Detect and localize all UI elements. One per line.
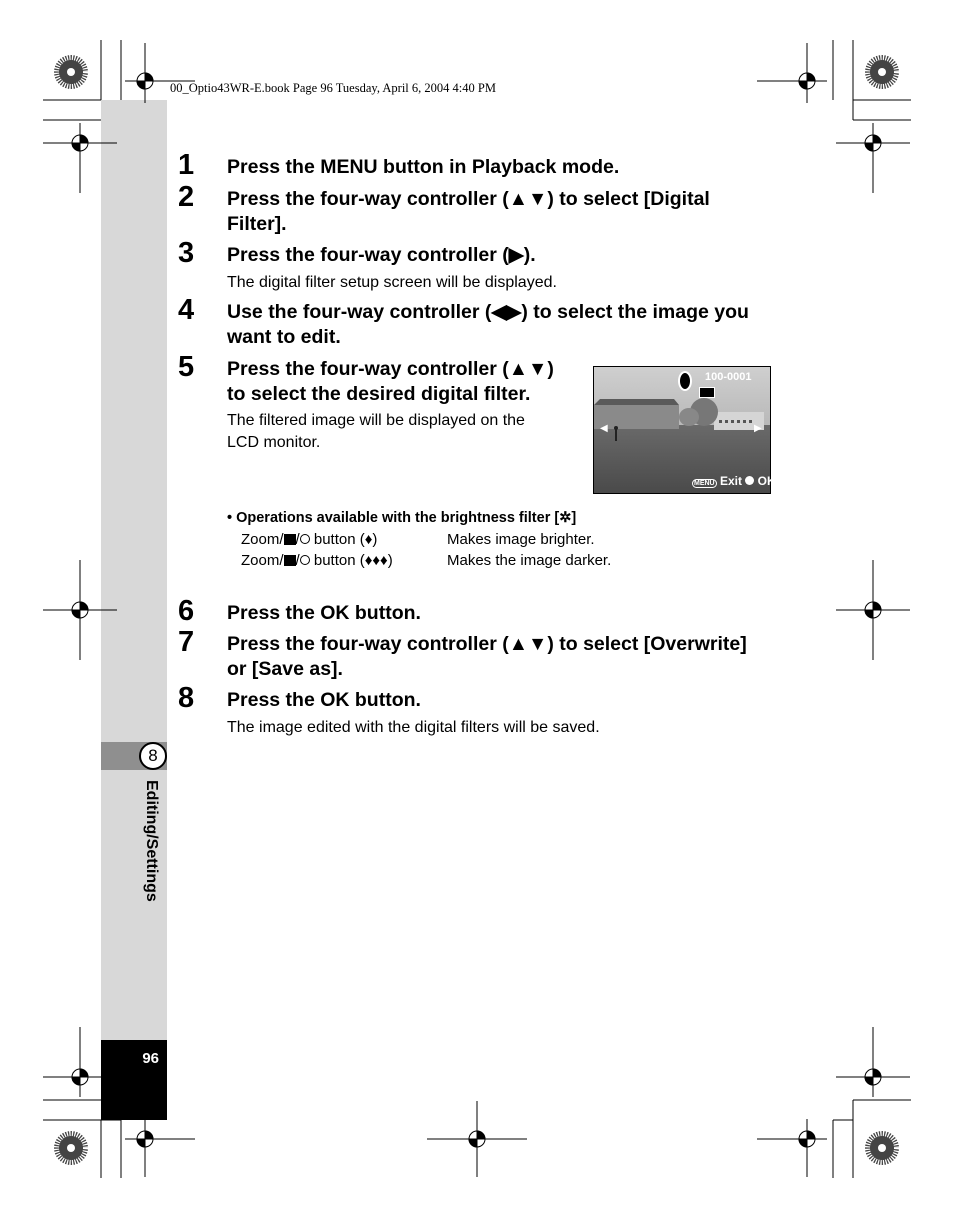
filter-selector-icon (699, 387, 715, 398)
step-3-text: Press the four-way controller (▶). (227, 244, 536, 266)
step-5-line1: Press the four-way controller (▲▼) (227, 358, 554, 380)
step-3-number: 3 (178, 237, 195, 269)
lcd-right-arrow-icon: ▶ (754, 423, 762, 434)
step-2-line2: Filter]. (227, 213, 287, 235)
step-4-number: 4 (178, 294, 195, 326)
step-1-text: Press the MENU button in Playback mode. (227, 156, 620, 178)
operation-row-brighter-effect: Makes image brighter. (447, 531, 595, 548)
menu-button-icon: MENU (694, 480, 715, 487)
step-8-text: Press the OK button. (227, 689, 421, 711)
step-6-text: Press the OK button. (227, 602, 421, 624)
thumbnail-icon (284, 534, 296, 545)
step-2-number: 2 (178, 181, 195, 213)
step-5-description-line2: LCD monitor. (227, 434, 321, 451)
thumbnail-icon (284, 555, 296, 566)
step-5-line2: to select the desired digital filter. (227, 383, 531, 405)
step-4-line1: Use the four-way controller (◀▶) to select the image you (227, 301, 749, 323)
lcd-bottom-guide (692, 474, 776, 488)
page-number: 96 (142, 1050, 159, 1067)
ok-button-icon (745, 476, 754, 485)
operation-row-darker-effect: Makes the image darker. (447, 552, 612, 569)
magnifier-icon (300, 555, 310, 565)
registration-targets (43, 43, 910, 1177)
chapter-number: 8 (139, 742, 167, 770)
digital-filter-icon (678, 371, 692, 391)
single-zoom-icon: ♦ (364, 531, 373, 548)
step-4-line2: want to edit. (227, 326, 341, 348)
lcd-screen-illustration (593, 366, 776, 494)
chapter-title: Editing/Settings (143, 780, 160, 902)
step-8-description: The image edited with the digital filters will be saved. (227, 719, 600, 736)
operation-row-brighter-button: Zoom/ / button (♦) (241, 531, 378, 548)
step-5-number: 5 (178, 351, 195, 383)
step-1-number: 1 (178, 149, 195, 181)
step-2-line1: Press the four-way controller (▲▼) to select [Digital (227, 188, 710, 210)
lcd-file-number: 100-0001 (705, 371, 752, 383)
operation-row-darker-button: Zoom/ / button (♦♦♦) (241, 552, 393, 569)
lcd-exit-label: Exit (719, 474, 742, 488)
step-6-number: 6 (178, 595, 195, 627)
lcd-left-arrow-icon: ◀ (600, 423, 608, 434)
triple-zoom-icon: ♦♦♦ (364, 552, 388, 569)
print-header: 00_Optio43WR-E.book Page 96 Tuesday, April 6, 2004 4:40 PM (170, 81, 496, 95)
step-7-line1: Press the four-way controller (▲▼) to select [Overwrite] (227, 633, 747, 655)
step-7-number: 7 (178, 626, 195, 658)
lcd-ok-label: OK (757, 474, 776, 488)
operations-heading: • Operations available with the brightness filter [✲] (227, 510, 577, 526)
step-3-description: The digital filter setup screen will be displayed. (227, 274, 557, 291)
step-5-description-line1: The filtered image will be displayed on the (227, 412, 525, 429)
step-7-line2: or [Save as]. (227, 658, 343, 680)
step-8-number: 8 (178, 682, 195, 714)
magnifier-icon (300, 534, 310, 544)
